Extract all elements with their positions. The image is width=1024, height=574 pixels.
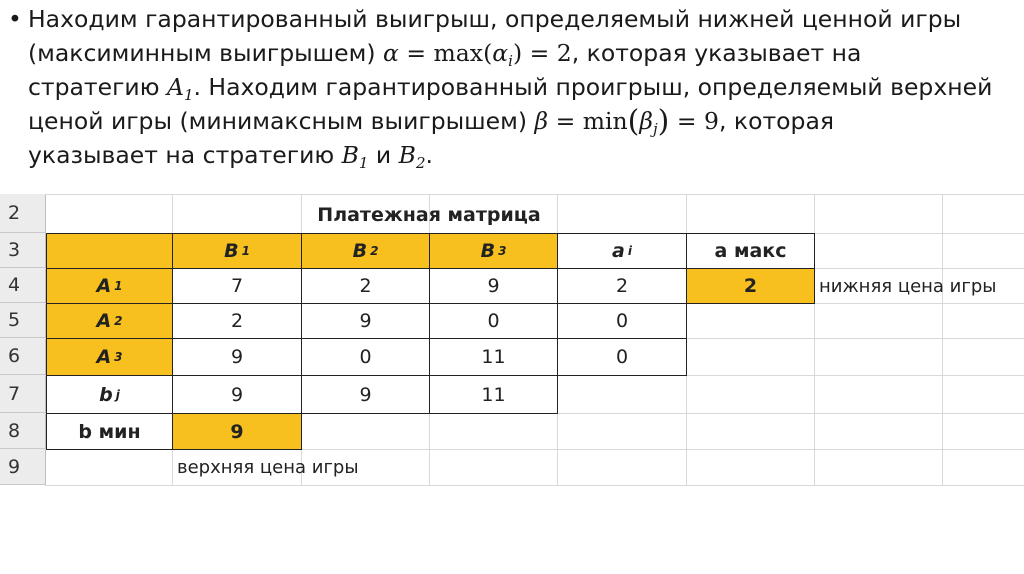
cell-a1-b1[interactable]: 7 [172, 268, 302, 304]
alpha-value: = 2 [522, 39, 572, 67]
cell-bj-b1[interactable]: 9 [172, 375, 302, 414]
beta-value: = 9 [669, 107, 719, 135]
row-number-6[interactable]: 6 [0, 338, 45, 375]
header-b3-letter: B [480, 240, 496, 262]
line5-prefix: указывает на стратегию [28, 141, 342, 169]
header-b2-subscript: 2 [370, 244, 379, 258]
bj-subscript: j [115, 387, 120, 402]
bj-letter: b [99, 383, 113, 406]
paren-close-2: ) [657, 104, 670, 139]
equals-sign-2: = [548, 107, 583, 135]
bmin-value-cell[interactable]: 9 [172, 413, 302, 450]
line3-suffix: . Находим гарантированный проигрыш, определяемый верхней [193, 73, 993, 101]
line1-text: Находим гарантированный выигрыш, определяемый нижней ценной игры [28, 5, 962, 33]
cell-a3-b1[interactable]: 9 [172, 338, 302, 376]
paren-open: ( [483, 39, 493, 67]
line5-end: . [425, 141, 433, 169]
min-operator: min [582, 107, 628, 135]
cell-bj-b3[interactable]: 11 [429, 375, 558, 414]
row-a2-letter: A [96, 310, 112, 332]
row-number-3[interactable]: 3 [0, 233, 45, 268]
row-a1-letter: A [96, 275, 112, 297]
header-ai[interactable] [557, 233, 687, 269]
line3-prefix: стратегию [28, 73, 167, 101]
conjunction: и [368, 141, 399, 169]
strategy-b1: B [341, 141, 359, 169]
cell-a1-b2[interactable]: 2 [301, 268, 430, 304]
amax-value-cell[interactable]: 2 [686, 268, 815, 304]
max-operator: max [433, 39, 484, 67]
cell-a1-b3[interactable]: 9 [429, 268, 558, 304]
strategy-b2-subscript: 2 [415, 154, 426, 172]
header-ai-letter: a [612, 240, 625, 262]
row-number-2[interactable]: 2 [0, 194, 45, 233]
lower-game-value-label[interactable]: нижняя цена игры [819, 275, 997, 297]
line2-prefix: (максиминным выигрышем) [28, 39, 383, 67]
beta-j-subscript: j [652, 120, 658, 138]
cell-bj-b2[interactable]: 9 [301, 375, 430, 414]
row-a3-subscript: 3 [114, 350, 123, 364]
header-b3-subscript: 3 [498, 244, 507, 258]
beta-symbol: β [534, 107, 549, 135]
header-b2[interactable] [301, 233, 430, 269]
cell-a3-ai[interactable]: 0 [557, 338, 687, 376]
row-a3-letter: A [96, 346, 112, 368]
row-number-7[interactable]: 7 [0, 375, 45, 413]
spreadsheet [0, 194, 1024, 486]
gridline [45, 485, 1024, 486]
strategy-b2: B [398, 141, 416, 169]
matrix-title[interactable]: Платежная матрица [317, 204, 541, 226]
header-b1-subscript: 1 [241, 244, 250, 258]
gridline [942, 194, 943, 486]
strategy-a: A [166, 73, 184, 101]
header-ai-subscript: i [627, 244, 632, 258]
cell-a1-ai[interactable]: 2 [557, 268, 687, 304]
alpha-i-subscript: i [508, 52, 513, 70]
bmin-label-cell[interactable]: b мин [46, 413, 173, 450]
paren-open-2: ( [627, 104, 640, 139]
row-label-a2[interactable] [46, 303, 173, 339]
paren-close: ) [512, 39, 523, 67]
beta-j: β [639, 107, 653, 135]
line2-suffix: , которая указывает на [571, 39, 862, 67]
bullet-marker: • [8, 5, 22, 33]
cell-a2-b1[interactable]: 2 [172, 303, 302, 339]
header-b3[interactable] [429, 233, 558, 269]
row-number-8[interactable]: 8 [0, 413, 45, 449]
header-corner-cell[interactable] [46, 233, 173, 269]
alpha-i: α [492, 39, 509, 67]
row-number-9[interactable]: 9 [0, 449, 45, 485]
line4-prefix: ценой игры (минимаксным выигрышем) [28, 107, 535, 135]
line4-suffix: , которая [718, 107, 834, 135]
cell-a2-ai[interactable]: 0 [557, 303, 687, 339]
header-b2-letter: B [352, 240, 368, 262]
text-line-5 [28, 138, 433, 180]
row-label-a1[interactable] [46, 268, 173, 304]
text-line-1 [28, 2, 961, 36]
row-label-bj[interactable] [46, 375, 173, 414]
cell-a2-b2[interactable]: 9 [301, 303, 430, 339]
row-label-a3[interactable] [46, 338, 173, 376]
row-a1-subscript: 1 [114, 279, 123, 293]
row-number-4[interactable]: 4 [0, 268, 45, 303]
strategy-b1-subscript: 1 [358, 154, 369, 172]
cell-a3-b2[interactable]: 0 [301, 338, 430, 376]
cell-a3-b3[interactable]: 11 [429, 338, 558, 376]
gridline [0, 194, 1024, 195]
cell-a2-b3[interactable]: 0 [429, 303, 558, 339]
upper-game-value-label[interactable]: верхняя цена игры [177, 457, 359, 478]
strategy-a-subscript: 1 [183, 86, 194, 104]
header-b1[interactable] [172, 233, 302, 269]
row-a2-subscript: 2 [114, 314, 123, 328]
header-amax[interactable]: a макс [686, 233, 815, 269]
row-number-5[interactable]: 5 [0, 303, 45, 338]
equals-sign: = [398, 39, 434, 67]
header-b1-letter: B [224, 240, 239, 262]
alpha-symbol: α [383, 39, 399, 67]
